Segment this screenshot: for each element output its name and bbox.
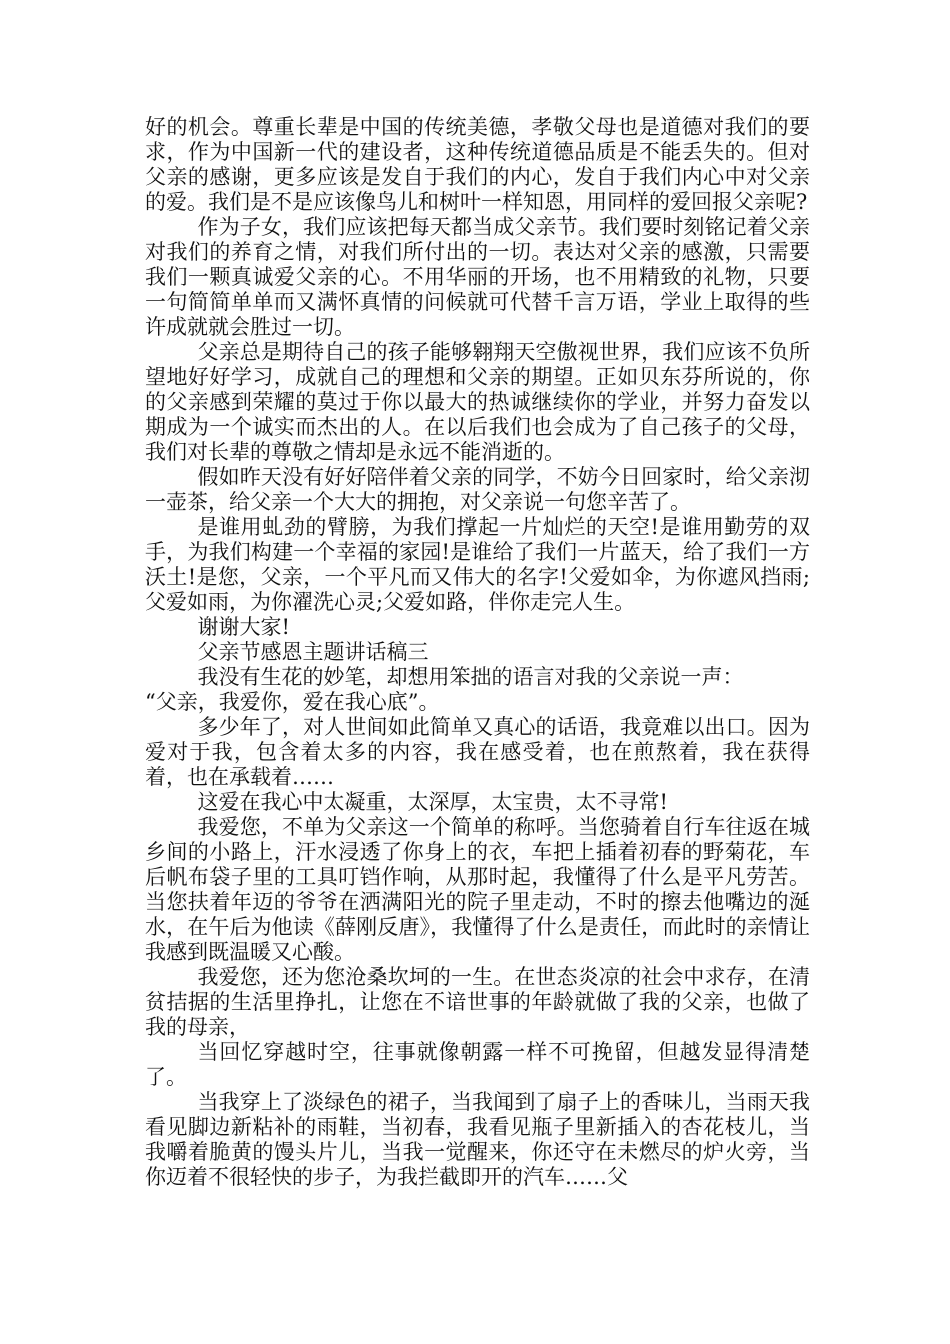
paragraph-tea-hug: 假如昨天没有好好陪伴着父亲的同学，不妨今日回家时，给父亲沏一壶茶，给父亲一个大大的拥抱，对父亲说一句您辛苦了。 [145, 465, 810, 514]
document-page [145, 115, 810, 1190]
paragraph-childhood-details: 当我穿上了淡绿色的裙子，当我闻到了扇子上的香味儿，当雨天我看见脚边新粘补的雨鞋，当初春，我看见瓶子里新插入的杏花枝儿，当我嚼着脆黄的馒头片儿，当我一觉醒来，你还守在未燃尽的炉火旁，当你迈着不很轻快的步子，为我拦截即开的汽车……父 [145, 1090, 810, 1189]
paragraph-intro: 我没有生花的妙笔，却想用笨拙的语言对我的父亲说一声： [197, 665, 744, 689]
paragraph-quote: “父亲，我爱你，爱在我心底”。 [145, 690, 440, 714]
paragraph-love-weight: 这爱在我心中太凝重，太深厚，太宝贵，太不寻常! [197, 790, 668, 814]
paragraph-father-love: 是谁用虬劲的臂膀，为我们撑起一片灿烂的天空!是谁用勤劳的双手，为我们构建一个幸福的家园!是谁给了我们一片蓝天，给了我们一方沃土!是您，父亲，一个平凡而又伟大的名字!父爱如伞，为你遮风挡雨;父爱如雨，为你濯洗心灵;父爱如路，伴你走完人生。 [145, 515, 810, 614]
paragraph-thanks: 谢谢大家! [197, 615, 290, 639]
paragraph-father-expectation: 父亲总是期待自己的孩子能够翱翔天空傲视世界，我们应该不负所望地好好学习，成就自己的理想和父亲的期望。正如贝东芬所说的，你的父亲感到荣耀的莫过于你以最大的热诚继续你的学业，并努力奋发以期成为一个诚实而杰出的人。在以后我们也会成为了自己孩子的父母，我们对长辈的尊敬之情却是永远不能消逝的。 [145, 340, 810, 464]
paragraph-continuation: 好的机会。尊重长辈是中国的传统美德，孝敬父母也是道德对我们的要求，作为中国新一代的建设者，这种传统道德品质是不能丢失的。但对父亲的感谢，更多应该是发自于我们的内心，发自于我们内心中对父亲的爱。我们是不是应该像鸟儿和树叶一样知恩，用同样的爱回报父亲呢? [145, 115, 810, 214]
paragraph-hard-life: 我爱您，还为您沧桑坎坷的一生。在世态炎凉的社会中求存，在清贫拮据的生活里挣扎，让您在不谙世事的年龄就做了我的父亲，也做了我的母亲， [145, 965, 810, 1039]
section-heading: 父亲节感恩主题讲话稿三 [197, 640, 429, 664]
paragraph-bicycle-memory: 我爱您，不单为父亲这一个简单的称呼。当您骑着自行车往返在城乡间的小路上，汗水浸透了你身上的衣，车把上插着初春的野菊花，车后帆布袋子里的工具叮铛作响，从那时起，我懂得了什么是平凡劳苦。当您扶着年迈的爷爷在洒满阳光的院子里走动，不时的擦去他嘴边的涎水，在午后为他读《薛刚反唐》，我懂得了什么是责任，而此时的亲情让我感到既温暖又心酸。 [145, 815, 810, 964]
paragraph-years: 多少年了，对人世间如此简单又真心的话语，我竟难以出口。因为爱对于我，包含着太多的内容，我在感受着，也在煎熬着，我在获得着，也在承载着…… [145, 715, 810, 789]
paragraph-memories: 当回忆穿越时空，往事就像朝露一样不可挽留，但越发显得清楚了。 [145, 1040, 810, 1089]
paragraph-children-duty: 作为子女，我们应该把每天都当成父亲节。我们要时刻铭记着父亲对我们的养育之情，对我们所付出的一切。表达对父亲的感激，只需要我们一颗真诚爱父亲的心。不用华丽的开场，也不用精致的礼物，只要一句简简单单而又满怀真情的问候就可代替千言万语，学业上取得的些许成就就会胜过一切。 [145, 215, 810, 339]
